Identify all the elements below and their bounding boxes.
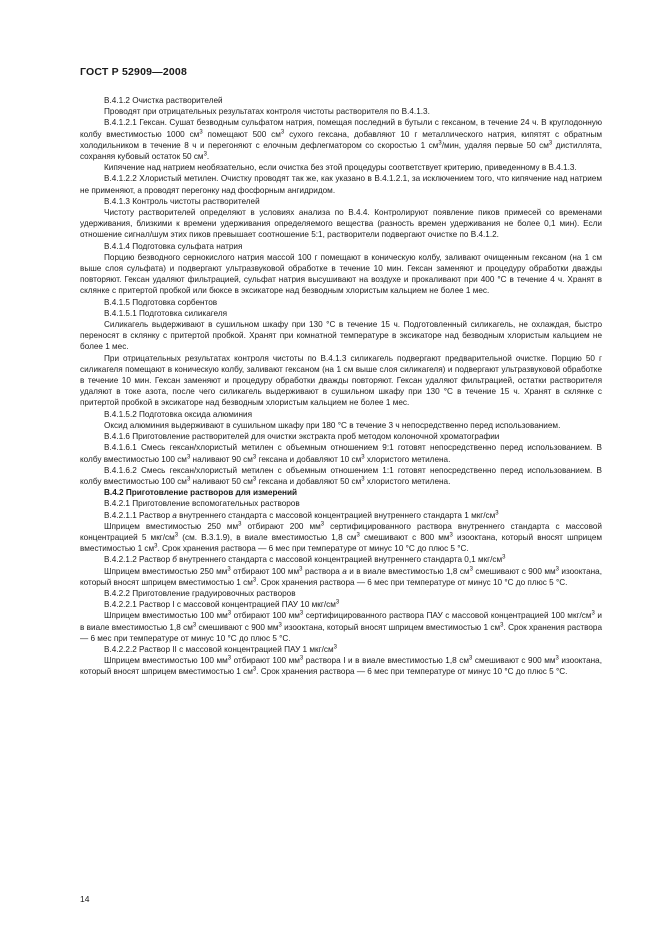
paragraph: В.4.2.2.2 Раствор II с массовой концентрацией ПАУ 1 мкг/$см^3$ [104, 644, 337, 654]
paragraph: Шприцем вместимостью 100 $мм^3$ отбирают 100 $мм^3$ сертифицированного раствора ПАУ с массовой концентрацией 100 мкг/$см^3$ и в виале вместимостью 1,8 $см^3$ смешивают с 900 $мм^3$ изооктана, который вносят шприцем вместимостью 1 $см^3$. Срок хранения раствора — 6 мес при температуре от минус 10 °С до плюс 5 °С. [80, 610, 602, 643]
paragraph: В.4.2 Приготовление растворов для измерений [104, 488, 298, 498]
paragraph: В.4.1.6 Приготовление растворителей для очистки экстракта проб методом колоночной хроматографии [104, 432, 500, 442]
paragraph: В.4.1.5 Подготовка сорбентов [104, 297, 218, 307]
paragraph: В.4.1.5.1 Подготовка силикагеля [104, 308, 228, 318]
paragraph: В.4.1.4 Подготовка сульфата натрия [104, 241, 243, 251]
paragraph: Шприцем вместимостью 100 $мм^3$ отбирают 100 $мм^3$ раствора I и в виале вместимостью 1,8 $см^3$ смешивают с 900 $мм^3$ изооктана, который вносят шприцем вместимостью 1 $см^3$. Срок хранения раствора — 6 мес при температуре от минус 10 °С до плюс 5 °С. [80, 655, 602, 677]
paragraph: Кипячение над натрием необязательно, если очистка без этой процедуры соответствует критерию, приведенному в В.4.1.3. [104, 163, 577, 173]
paragraph: В.4.1.2.2 Хлористый метилен. Очистку проводят так же, как указано в В.4.1.2.1, за исключением того, что кипячение над натрием не применяют, а проводят перегонку над фосфорным ангидридом. [80, 174, 602, 195]
page-number: 14 [80, 894, 90, 904]
paragraph: Проводят при отрицательных результатах контроля чистоты растворителя по В.4.1.3. [104, 107, 430, 117]
document-header: ГОСТ Р 52909—2008 [80, 66, 188, 78]
paragraph: Шприцем вместимостью 250 $мм^3$ отбирают 100 $мм^3$ раствора а и в виале вместимостью 1,8 $см^3$ смешивают с 900 $мм^3$ изооктана, который вносят шприцем вместимостью 1 $см^3$. Срок хранения раствора — 6 мес при температуре от минус 10 °С до плюс 5 °С. [80, 565, 602, 587]
paragraph: Чистоту растворителей определяют в условиях анализа по В.4.4. Контролируют появление пиков примесей со временами удерживания, близкими к времени удерживания определяемого вещества (разность времен удерживания не более 0,1 мин). Если отношение сигнал/шум этих пиков превышает соотношение 5:1, растворители подвергают очистке по В.4.1.2. [80, 208, 602, 240]
paragraph: В.4.2.1 Приготовление вспомогательных растворов [104, 499, 300, 509]
paragraph: Порцию безводного сернокислого натрия массой 100 г помещают в коническую колбу, заливают очищенным гексаном (на 1 см выше слоя сульфата) и подвергают ультразвуковой обработке в течение 10 мин. Гексан заменяют и процедуру обработки дважды повторяют. Гексан удаляют фильтрацией, сульфат натрия высушивают на воздухе и прокаливают при 400 °С в течение 4 ч. Хранят в склянке с притертой пробкой или бюксе в эксикаторе над безводным хлористым кальцием не более 1 мес. [80, 252, 602, 296]
paragraph: В.4.1.2.1 Гексан. Сушат безводным сульфатом натрия, помещая последний в бутыли с гексаном, в течение 24 ч. В круглодонную колбу вместимостью 1000 $см^3$ помещают 500 $см^3$ сухого гексана, добавляют 10 г металлического натрия, кипятят с обратным холодильником в течение 8 ч и перегоняют с елочным дефлегматором со скоростью 1 $см^3$/мин, удаляя первые 50 $см^3$ дистиллята, сохраняя кубовый остаток 50 $см^3$. [80, 118, 602, 162]
paragraph: В.4.1.3 Контроль чистоты растворителей [104, 196, 260, 206]
paragraph: В.4.1.2 Очистка растворителей [104, 96, 223, 105]
paragraph: В.4.1.6.1 Смесь гексан/хлористый метилен с объемным отношением 9:1 готовят непосредственно перед использованием. В колбу вместимостью 100 $см^3$ наливают 90 $см^3$ гексана и добавляют 10 $см^3$ хлористого метилена. [80, 443, 602, 464]
paragraph: Оксид алюминия выдерживают в сушильном шкафу при 180 °С в течение 3 ч непосредственно перед использованием. [104, 420, 561, 430]
paragraph: В.4.2.1.1 Раствор а внутреннего стандарта с массовой концентрацией внутреннего стандарта 1 мкг/$см^3$ [104, 509, 499, 520]
paragraph: Шприцем вместимостью 250 $мм^3$ отбирают 200 $мм^3$ сертифицированного раствора внутреннего стандарта с массовой концентрацией 5 мкг/$см^3$ (см. В.3.1.9), в виале вместимостью 1,8 $см^3$ смешивают с 800 $мм^3$ изооктана, который вносят шприцем вместимостью 1 $см^3$. Срок хранения раствора — 6 мес при температуре от минус 10 °С до плюс 5 °С. [80, 520, 602, 554]
paragraph: При отрицательных результатах контроля чистоты по В.4.1.3 силикагель подвергают предварительной очистке. Порцию 50 г силикагеля помещают в коническую колбу, заливают гексаном (на 1 см выше слоя силикагеля) и подвергают ультразвуковой обработке в течение 10 мин. Гексан заменяют и процедуру обработки дважды повторяют. Гексан удаляют фильтрацией, остатки растворителя удаляют в токе азота, после чего силикагель выдерживают в сушильном шкафу при 130 °С в течение 15 ч. Хранят в склянке с притертой пробкой в эксикаторе над безводным хлористым кальцием не более 1 мес. [80, 353, 602, 408]
paragraph: В.4.1.6.2 Смесь гексан/хлористый метилен с объемным отношением 1:1 готовят непосредственно перед использованием. В колбу вместимостью 100 $см^3$ наливают 50 $см^3$ гексана и добавляют 50 $см^3$ хлористого метилена. [80, 465, 602, 486]
document-body [80, 95, 602, 678]
paragraph: В.4.2.2.1 Раствор I с массовой концентрацией ПАУ 10 мкг/$см^3$ [104, 599, 340, 610]
paragraph: В.4.2.1.2 Раствор б внутреннего стандарта с массовой концентрацией внутреннего стандарта 0,1 мкг/$см^3$ [104, 554, 506, 565]
paragraph: В.4.2.2 Приготовление градуировочных растворов [104, 588, 296, 598]
paragraph: В.4.1.5.2 Подготовка оксида алюминия [104, 409, 253, 419]
paragraph: Силикагель выдерживают в сушильном шкафу при 130 °С в течение 15 ч. Подготовленный силикагель, не охлаждая, быстро переносят в склянку с притертой пробкой. Хранят при комнатной температуре в эксикаторе над безводным хлористым кальцием не более 1 мес. [80, 320, 602, 352]
